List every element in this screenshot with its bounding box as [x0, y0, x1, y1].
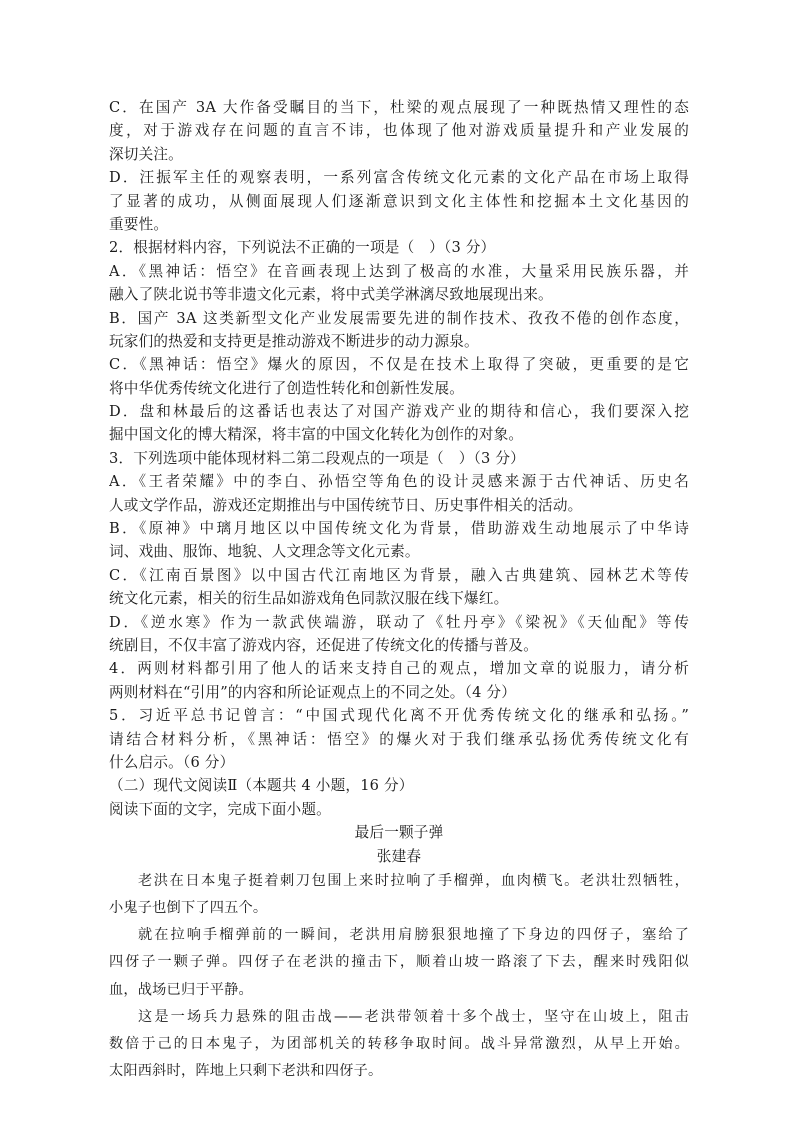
- section-2-header: [109, 774, 689, 868]
- question-stem: 3．下列选项中能体现材料二第二段观点的一项是（ ）（3 分）: [109, 449, 525, 467]
- option-b-line: 玩家们的热爱和支持更是推动游戏不断进步的动力源泉。: [109, 332, 479, 350]
- option-a-line: A．《王者荣耀》中的李白、孙悟空等角色的设计灵感来源于古代神话、历史名: [109, 473, 689, 491]
- text-line: D．汪振军主任的观察表明，一系列富含传统文化元素的文化产品在市场上取得: [109, 169, 689, 187]
- text-line: 度，对于游戏存在问题的直言不讳，也体现了他对游戏质量提升和产业发展的: [109, 122, 689, 140]
- text-line: 5．习近平总书记曾言：“中国式现代化离不开优秀传统文化的继承和弘扬。”: [109, 707, 689, 725]
- exam-page: [109, 96, 689, 1085]
- text-line: 太阳西斜时，阵地上只剩下老洪和四伢子。: [109, 1063, 383, 1080]
- text-line: 这是一场兵力悬殊的阻击战——老洪带领着十多个战士，坚守在山坡上，阻击: [138, 1008, 689, 1025]
- option-c-line: 将中华优秀传统文化进行了创造性转化和创新性发展。: [109, 379, 465, 397]
- option-c-line: C．《江南百景图》以中国古代江南地区为背景，融入古典建筑、园林艺术等传: [109, 566, 689, 584]
- story-paragraph: [109, 922, 689, 1004]
- text-line: 了显著的成功，从侧面展现人们逐渐意识到文化主体性和挖掘本土文化基因的: [109, 192, 689, 210]
- text-line: 小鬼子也倒下了四五个。: [109, 900, 268, 917]
- question-5: [109, 704, 689, 774]
- option-a-line: 融入了陕北说书等非遗文化元素，将中式美学淋漓尽致地展现出来。: [109, 286, 553, 304]
- q1-option-d: [109, 166, 689, 236]
- question-4: [109, 657, 689, 704]
- option-b-line: 词、戏曲、服饰、地貌、人文理念等文化元素。: [109, 543, 420, 561]
- text-line: 深切关注。: [109, 145, 183, 163]
- option-d-line: D．盘和林最后的这番话也表达了对国产游戏产业的期待和信心，我们要深入挖: [109, 403, 689, 421]
- text-line: 四伢子一颗子弹。四伢子在老洪的撞击下，顺着山坡一路滚了下去，醒来时残阳似: [109, 954, 689, 971]
- option-a-line: A．《黑神话：悟空》在音画表现上达到了极高的水准，大量采用民族乐器，并: [109, 262, 689, 280]
- story-body: [109, 868, 689, 1086]
- text-line: 什么启示。（6 分）: [109, 753, 235, 771]
- story-author: 张建春: [376, 847, 422, 865]
- option-c-line: C．《黑神话：悟空》爆火的原因，不仅是在技术上取得了突破，更重要的是它: [109, 356, 689, 374]
- text-line: 两则材料在“引用”的内容和所论证观点上的不同之处。（4 分）: [109, 683, 516, 701]
- option-a-line: 人或文学作品，游戏还定期推出与中国传统节日、历史事件相关的活动。: [109, 496, 583, 514]
- q1-option-c: [109, 96, 689, 166]
- text-line: 数倍于己的日本鬼子，为团部机关的转移争取时间。战斗异常激烈，从早上开始。: [109, 1036, 689, 1053]
- text-line: C．在国产 3A 大作备受瞩目的当下，杜梁的观点展现了一种既热情又理性的态: [109, 99, 689, 116]
- text-line: 老洪在日本鬼子挺着刺刀包围上来时拉响了手榴弹，血肉横飞。老洪壮烈牺牲，: [138, 872, 689, 889]
- question-2: [109, 236, 689, 447]
- text-line: 重要性。: [109, 215, 169, 233]
- section-instruction: 阅读下面的文字，完成下面小题。: [109, 800, 331, 818]
- option-d-line: D．《逆水寒》作为一款武侠端游，联动了《牡丹亭》《梁祝》《天仙配》等传: [109, 613, 689, 631]
- option-c-line: 统文化元素，相关的衍生品如游戏角色同款汉服在线下爆红。: [109, 590, 509, 608]
- option-d-line: 掘中国文化的博大精深，将丰富的中国文化转化为创作的对象。: [109, 426, 524, 444]
- option-d-line: 统剧目，不仅丰富了游戏内容，还促进了传统文化的传播与普及。: [109, 636, 539, 654]
- story-paragraph: [109, 1004, 689, 1086]
- story-paragraph: [109, 868, 689, 922]
- story-title: 最后一颗子弹: [354, 824, 444, 842]
- text-line: 4．两则材料都引用了他人的话来支持自己的观点，增加文章的说服力，请分析: [109, 660, 689, 678]
- question-stem: 2．根据材料内容，下列说法不正确的一项是（ ）（3 分）: [109, 239, 496, 257]
- option-b-line: B．国产 3A 这类新型文化产业发展需要先进的制作技术、孜孜不倦的创作态度，: [109, 309, 689, 327]
- text-line: 就在拉响手榴弹前的一瞬间，老洪用肩膀狠狠地撞了下身边的四伢子，塞给了: [138, 927, 689, 944]
- text-line: 请结合材料分析，《黑神话：悟空》的爆火对于我们继承弘扬优秀传统文化有: [109, 730, 689, 748]
- question-3: [109, 447, 689, 658]
- text-line: 血，战场已归于平静。: [109, 981, 253, 998]
- option-b-line: B．《原神》中璃月地区以中国传统文化为背景，借助游戏生动地展示了中华诗: [109, 520, 689, 538]
- section-heading: （二）现代文阅读Ⅱ（本题共 4 小题，16 分）: [109, 777, 414, 795]
